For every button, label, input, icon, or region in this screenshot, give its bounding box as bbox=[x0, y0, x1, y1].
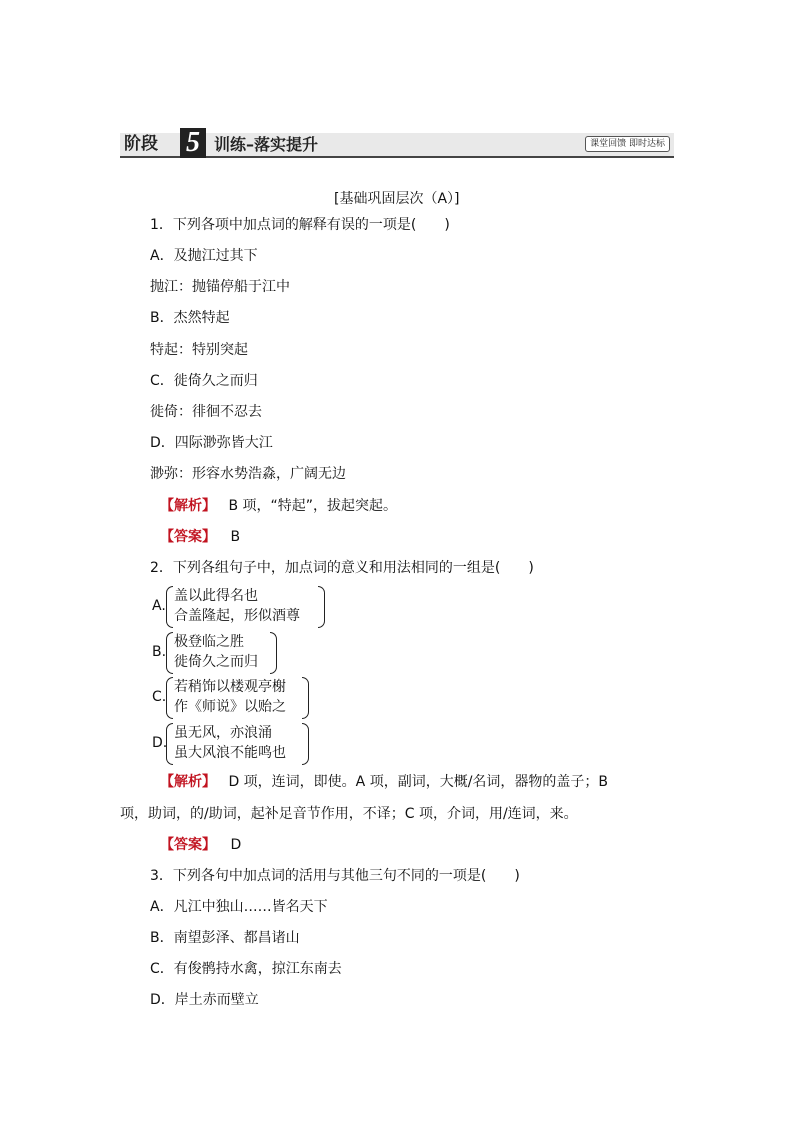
stage-number: 5 bbox=[180, 128, 206, 158]
q1-stem: 1．下列各项中加点词的解释有误的一项是( ) bbox=[150, 217, 450, 233]
q1-option: 特起：特别突起 bbox=[150, 342, 248, 358]
option-label: A. bbox=[152, 598, 166, 614]
q1-option: 徙倚：徘徊不忍去 bbox=[150, 404, 262, 420]
right-brace bbox=[270, 632, 277, 674]
option-label: B. bbox=[152, 644, 167, 660]
sentence-2: 合盖隆起，形似酒尊 bbox=[174, 608, 300, 624]
analysis-label: 【解析】 bbox=[160, 498, 216, 514]
analysis-label: 【解析】 bbox=[160, 774, 216, 790]
left-brace bbox=[166, 586, 173, 628]
answer-text: B bbox=[230, 529, 241, 545]
right-brace bbox=[318, 586, 325, 628]
q1-option: 抛江：抛锚停船于江中 bbox=[150, 279, 290, 295]
q3-stem: 3．下列各句中加点词的活用与其他三句不同的一项是( ) bbox=[150, 868, 520, 884]
q2-analysis bbox=[160, 772, 608, 792]
q1-answer bbox=[160, 527, 240, 547]
q2-answer bbox=[160, 835, 241, 855]
section-title: [基础巩固层次（A）] bbox=[334, 191, 460, 207]
sentence-1: 虽无风，亦浪涌 bbox=[174, 725, 272, 741]
q3-option: C．有俊鹘持水禽，掠江东南去 bbox=[150, 961, 342, 977]
q2-analysis-continued: 项，助词，的/助词，起补足音节作用，不译；C 项，介词，用/连词，来。 bbox=[120, 806, 578, 822]
right-brace bbox=[302, 723, 309, 765]
left-brace bbox=[166, 723, 173, 765]
option-label: C. bbox=[152, 689, 167, 705]
q1-option: A．及抛江过其下 bbox=[150, 248, 258, 264]
right-brace bbox=[302, 677, 309, 719]
q1-analysis bbox=[160, 496, 397, 516]
q1-option: B．杰然特起 bbox=[150, 310, 230, 326]
sentence-1: 极登临之胜 bbox=[174, 634, 244, 650]
analysis-text: B 项，“特起”，拔起突起。 bbox=[228, 498, 398, 514]
analysis-text: D 项，连词，即使。A 项，副词，大概/名词，器物的盖子；B bbox=[228, 774, 609, 790]
stage-label: 阶段 bbox=[124, 134, 158, 154]
q3-option: A．凡江中独山……皆名天下 bbox=[150, 899, 328, 915]
stage-title: 训练–落实提升 bbox=[214, 135, 319, 154]
sentence-2: 虽大风浪不能鸣也 bbox=[174, 745, 286, 761]
stage-tag: 课堂回馈 即时达标 bbox=[585, 136, 670, 152]
sentence-2: 徙倚久之而归 bbox=[174, 654, 258, 670]
answer-label: 【答案】 bbox=[160, 837, 216, 853]
answer-label: 【答案】 bbox=[160, 529, 216, 545]
sentence-1: 盖以此得名也 bbox=[174, 588, 258, 604]
left-brace bbox=[166, 677, 173, 719]
sentence-1: 若稍饰以楼观亭榭 bbox=[174, 679, 286, 695]
q2-stem: 2．下列各组句子中，加点词的意义和用法相同的一组是( ) bbox=[150, 560, 534, 576]
answer-text: D bbox=[230, 837, 242, 853]
option-label: D. bbox=[152, 735, 168, 751]
q1-option: D．四际渺弥皆大江 bbox=[150, 435, 273, 451]
q1-option: 渺弥：形容水势浩淼，广阔无边 bbox=[150, 466, 346, 482]
q3-option: B．南望彭泽、都昌诸山 bbox=[150, 930, 300, 946]
q3-option: D．岸土赤而壁立 bbox=[150, 992, 259, 1008]
q1-option: C．徙倚久之而归 bbox=[150, 373, 258, 389]
sentence-2: 作《师说》以贻之 bbox=[174, 699, 286, 715]
left-brace bbox=[166, 632, 173, 674]
stage-header-band bbox=[120, 127, 674, 158]
